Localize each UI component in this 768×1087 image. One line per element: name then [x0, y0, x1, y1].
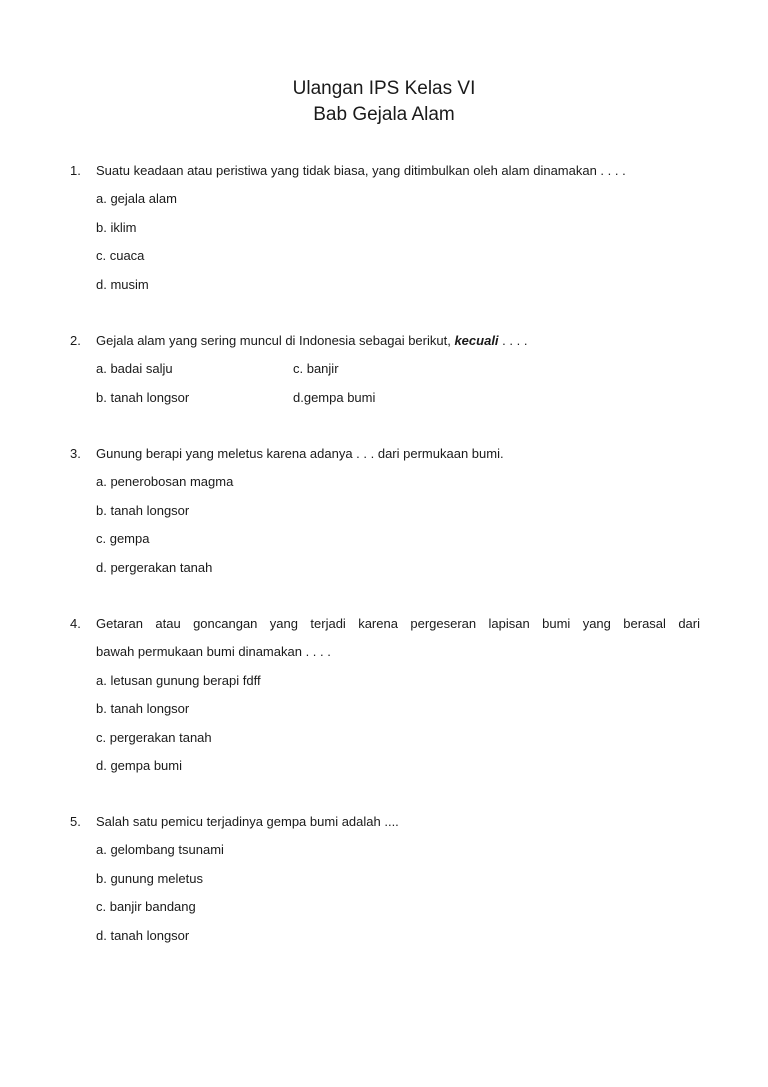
question-text-after: . . . .: [502, 333, 528, 348]
question-4: [70, 610, 700, 780]
question-3: [70, 440, 700, 582]
option-c: c. cuaca: [96, 248, 145, 264]
option-c: c. gempa: [96, 531, 150, 547]
option-d: d. pergerakan tanah: [96, 559, 213, 575]
question-row: [70, 157, 700, 185]
option-b: b. tanah longsor: [96, 701, 190, 717]
question-number: 2.: [70, 333, 81, 348]
option-row: [70, 185, 700, 213]
option-row: [70, 893, 700, 921]
option-row: [70, 865, 700, 893]
question-number: 5.: [70, 814, 81, 829]
option-a: a. badai salju: [96, 361, 173, 377]
question-text-before: Gejala alam yang sering muncul di Indonesia sebagai berikut,: [96, 333, 451, 348]
question-2: [70, 327, 700, 412]
option-row: [70, 836, 700, 864]
question-keyword: kecuali: [454, 333, 499, 348]
option-row: [70, 384, 700, 412]
option-d: d.gempa bumi: [293, 389, 376, 405]
option-a: a. penerobosan magma: [96, 474, 234, 490]
question-row: [70, 638, 700, 666]
option-row: [70, 271, 700, 299]
option-row: [70, 554, 700, 582]
question-row: [70, 440, 700, 468]
option-row: [70, 355, 700, 383]
title-line-1: Ulangan IPS Kelas VI: [292, 78, 476, 99]
option-row: [70, 724, 700, 752]
option-row: [70, 667, 700, 695]
question-row: [70, 808, 700, 836]
question-number: 1.: [70, 163, 81, 178]
option-d: d. tanah longsor: [96, 927, 190, 943]
option-c: c. pergerakan tanah: [96, 729, 212, 745]
option-c: c. banjir bandang: [96, 899, 196, 915]
option-row: [70, 525, 700, 553]
option-b: b. tanah longsor: [96, 502, 190, 518]
question-text: Suatu keadaan atau peristiwa yang tidak biasa, yang ditimbulkan oleh alam dinamakan . . . .: [96, 163, 626, 178]
option-b: b. iklim: [96, 219, 137, 235]
option-row: [70, 468, 700, 496]
question-text-line-1: Getaran atau goncangan yang terjadi karena pergeseran lapisan bumi yang berasal dari: [96, 616, 700, 631]
option-row: [70, 752, 700, 780]
question-row: [70, 327, 700, 355]
option-d: d. musim: [96, 276, 149, 292]
option-row: [70, 497, 700, 525]
option-a: a. letusan gunung berapi fdff: [96, 672, 261, 688]
question-text: Salah satu pemicu terjadinya gempa bumi adalah ....: [96, 814, 399, 829]
question-5: [70, 808, 700, 950]
question-number: 3.: [70, 446, 81, 461]
option-row: [70, 695, 700, 723]
question-number: 4.: [70, 616, 81, 631]
option-a: a. gelombang tsunami: [96, 842, 224, 858]
option-row: [70, 242, 700, 270]
question-text: Gunung berapi yang meletus karena adanya . . . dari permukaan bumi.: [96, 446, 504, 461]
option-b: b. tanah longsor: [96, 389, 190, 405]
option-b: b. gunung meletus: [96, 870, 203, 886]
question-row: [70, 610, 700, 638]
title-line-2: Bab Gejala Alam: [313, 104, 455, 125]
option-row: [70, 922, 700, 950]
option-c: c. banjir: [293, 361, 339, 377]
document-title: [0, 76, 768, 128]
question-text: [96, 327, 527, 355]
option-d: d. gempa bumi: [96, 757, 182, 773]
question-1: [70, 157, 700, 299]
option-a: a. gejala alam: [96, 191, 177, 207]
question-text-line-2: bawah permukaan bumi dinamakan . . . .: [96, 644, 331, 660]
option-row: [70, 214, 700, 242]
